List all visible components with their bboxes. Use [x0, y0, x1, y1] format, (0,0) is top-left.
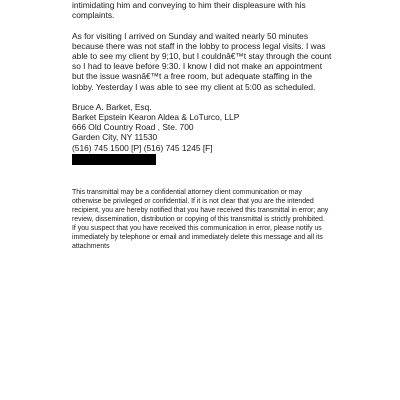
confidentiality-disclaimer: This transmittal may be a confidential attorney client communication or may otherwise be privileged or confidential. If it is not clear that you are the intended recipient, you are hereby notified that you have received this transmittal in error; any review, dissemination, distribution or copying of this transmittal is strictly prohibited. If you suspect that you have received this communication in error, please notify us immediately by telephone or email and immediately delete this message and all its attachments: [72, 188, 329, 251]
email-body: [72, 0, 334, 252]
signature-firm: Barket Epstein Kearon Aldea & LoTurco, LLP: [72, 112, 240, 123]
redaction-bar: [72, 154, 156, 165]
signature-name: Bruce A. Barket, Esq.: [72, 101, 152, 112]
signature-phone: (516) 745 1500 [P] (516) 745 1245 [F]: [72, 142, 213, 153]
signature-block: [72, 102, 334, 165]
paragraph-complaint-remarks: intimidating him and conveying to him their displeasure with his complaints.: [72, 0, 306, 21]
signature-address-line1: 666 Old Country Road , Ste. 700: [72, 122, 194, 133]
paragraph-visiting: As for visiting I arrived on Sunday and waited nearly 50 minutes because there was not staff in the lobby to process legal visits. I was able to see my client by 9;10, but I couldnâ€™t stay through the count so I had to leave before 9:30. I know I did not make an appointment but the issue wasnâ€™t a free room, but adequate staffing in the lobby. Yesterday I was able to see my client at 5:00 as scheduled.: [72, 30, 332, 92]
signature-address-line2: Garden City, NY 11530: [72, 132, 158, 143]
